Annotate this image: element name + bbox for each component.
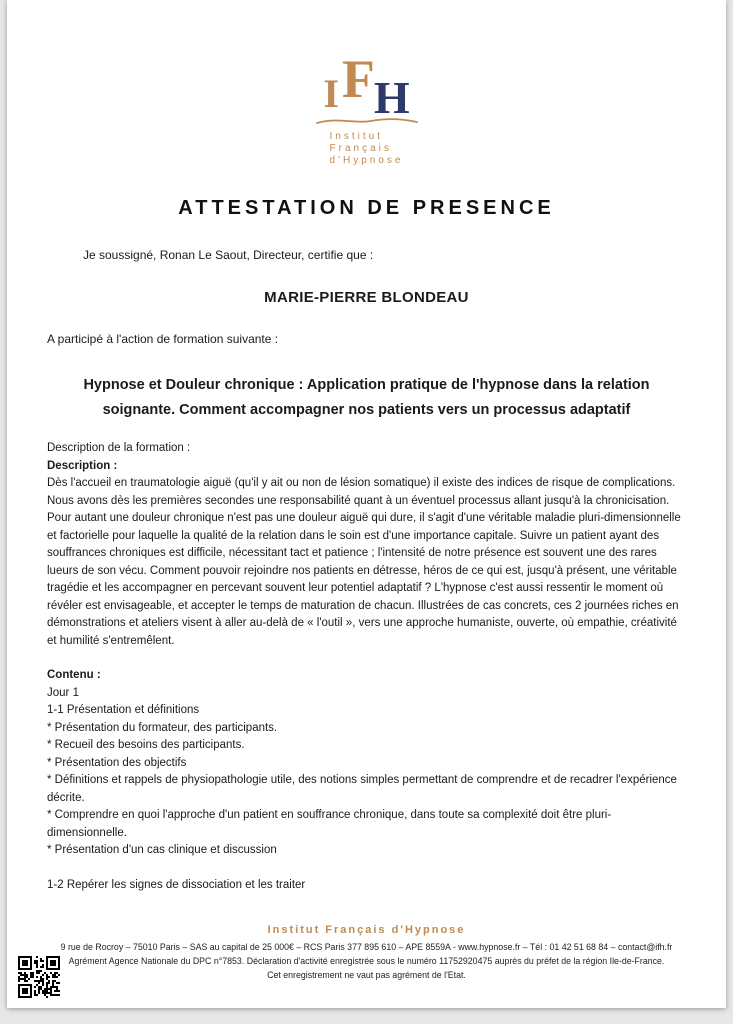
description-heading: Description : — [47, 459, 118, 472]
document-page — [7, 0, 726, 1008]
contenu-line: * Définitions et rappels de physiopathologie utile, des notions simples permettant de comprendre et de recadrer l'expérience décrite. — [47, 774, 677, 804]
certify-line: Je soussigné, Ronan Le Saout, Directeur, certifie que : — [83, 248, 374, 262]
page-footer — [7, 924, 726, 982]
contenu-line: * Présentation d'un cas clinique et discussion — [47, 844, 277, 856]
contenu-heading: Contenu : — [47, 669, 101, 681]
description-label: Description de la formation : — [47, 442, 191, 454]
contenu-line: * Recueil des besoins des participants. — [47, 739, 245, 751]
participated-line: A participé à l'action de formation suivante : — [47, 332, 279, 346]
logo-letter-f: F — [341, 49, 375, 109]
logo-wordmark-line: Français — [329, 143, 392, 154]
logo-letter-h: H — [373, 72, 410, 123]
description-paragraph: Dès l'accueil en traumatologie aiguë (qu'il y ait ou non de lésion somatique) il existe des indices de risque de complications. Nous avons dès les premières secondes une responsabilité quant à un éventuel processus allant jusqu'à la chronicisation. Pour autant une douleur chronique n'est pas une douleur aiguë qui dure, il s'agit d'une véritable maladie pluri-dimensionnelle et factorielle pour laquelle la qualité de la relation dans le soin est d'une importance capitale. Suivre un patient ayant des souffrances chroniques est difficile, nécessitant tact et patience ; l'intensité de notre présence est souvent une des rares lueurs de son vécu. Comment pouvoir rejoindre nos patients en détresse, héros de ce qui est, jusqu'à présent, une véritable tragédie et les accompagner en percevant souvent leur potentiel adaptatif ? L'hypnose c'est aussi ressentir le moment où révéler est envisageable, et accepter le temps de maturation de chacun. Illustrées de cas concrets, ces 2 journées riches en démonstrations et ateliers visent à aller au-delà de « l'outil », vers une approche humaniste, ouverte, où empathie, créativité et humilité s'entremêlent. — [47, 477, 681, 647]
ifh-logo-letters — [7, 49, 726, 123]
footer-address-line: 9 rue de Rocroy – 75010 Paris – SAS au capital de 25 000€ – RCS Paris 377 895 610 – APE 8559A - www.hypnose.fr – Tél : 01 42 51 68 84 – contact@ifh.fr — [60, 942, 673, 952]
course-title: Hypnose et Douleur chronique : Application pratique de l'hypnose dans la relation soignante. Comment accompagner nos patients vers un processus adaptatif — [83, 377, 650, 418]
logo-wordmark-line: d'Hypnose — [329, 155, 404, 166]
document-title: ATTESTATION DE PRESENCE — [178, 197, 555, 219]
logo-wordmark-line: Institut — [329, 131, 383, 142]
contenu-line: Jour 1 — [47, 686, 79, 699]
qr-code-icon — [18, 956, 60, 998]
footer-org-name: Institut Français d'Hypnose — [267, 924, 466, 936]
document-body — [7, 197, 726, 894]
logo-wordmark — [7, 131, 726, 167]
contenu-line: 1-1 Présentation et définitions — [47, 704, 200, 716]
footer-registration-line: Agrément Agence Nationale du DPC n°7853. Déclaration d'activité enregistrée sous le numéro 11752920475 auprès du préfet de la région Ile-de-France. — [68, 956, 665, 966]
contenu-line: * Présentation des objectifs — [47, 756, 187, 769]
ifh-logo — [7, 0, 726, 167]
footer-disclaimer-line: Cet enregistrement ne vaut pas agrément de l'Etat. — [267, 970, 466, 980]
logo-letter-i: I — [323, 71, 339, 116]
contenu-line: * Comprendre en quoi l'approche d'un patient en souffrance chronique, dans toute sa complexité doit être pluri-dimensionnelle. — [47, 809, 612, 839]
contenu-line: * Présentation du formateur, des participants. — [47, 721, 278, 734]
attendee-name: MARIE-PIERRE BLONDEAU — [264, 289, 469, 306]
contenu-section2: 1-2 Repérer les signes de dissociation et les traiter — [47, 878, 306, 891]
